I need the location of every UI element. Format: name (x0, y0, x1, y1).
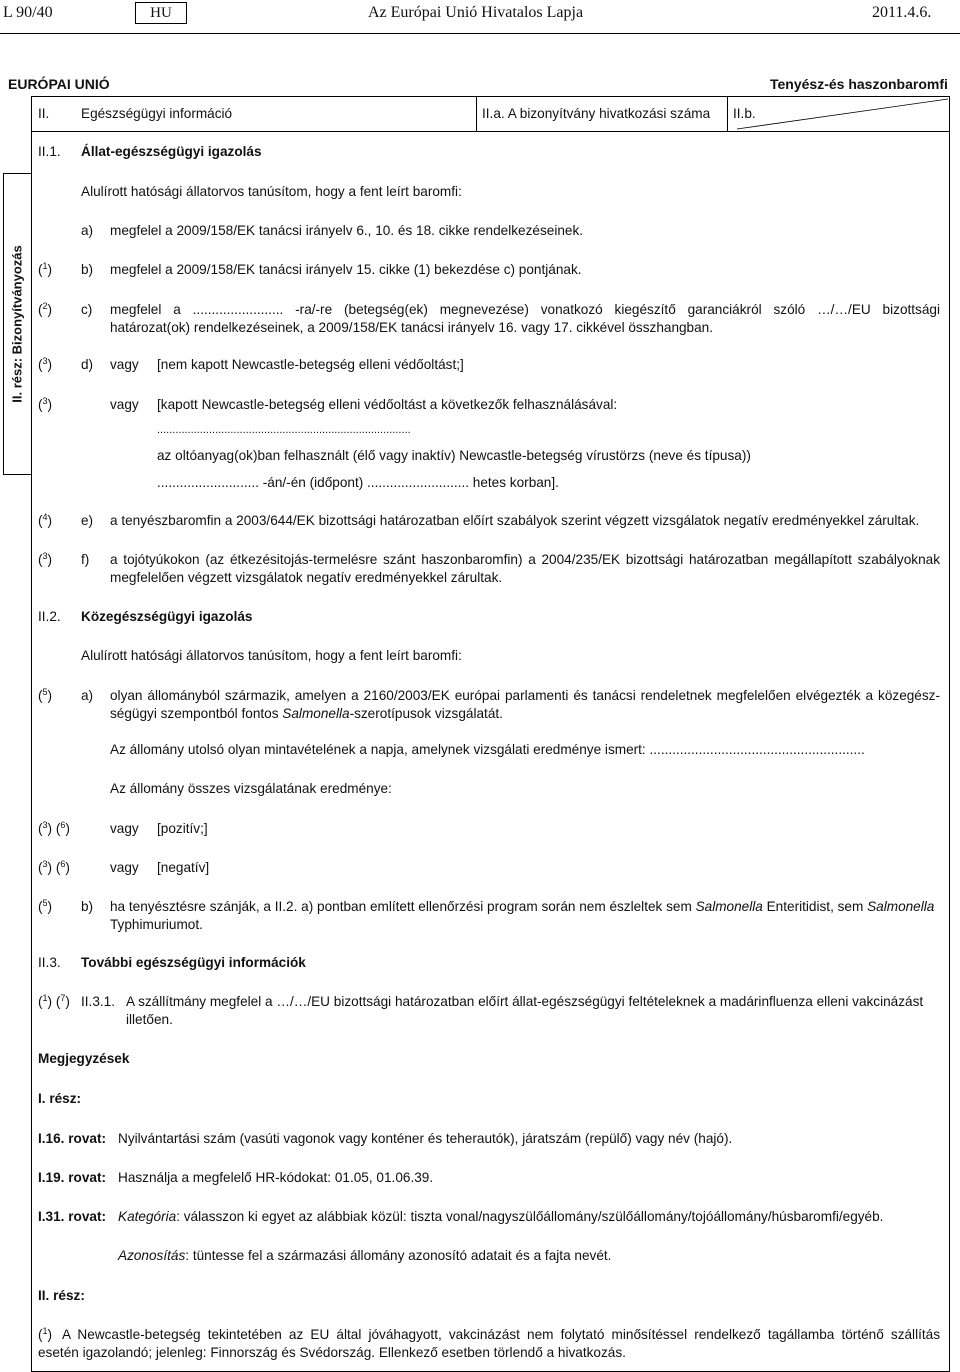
box-label: I.16. rovat: (38, 1131, 106, 1146)
note-text: A Newcastle-betegség tekintetében az EU által jóváhagyott, vakcinázást nem folytató minősítéssel rendelkező tagállamba történő szállítás (62, 1327, 940, 1342)
journal-title: Az Európai Unió Hivatalos Lapja (368, 4, 584, 21)
section-number: II.2. (38, 609, 61, 624)
item-text: ........................... -án/-én (időpont) ........................... hetes korban]. (157, 475, 559, 490)
item-letter: f) (81, 552, 90, 567)
section-title: További egészségügyi információk (81, 955, 306, 970)
reference-number-label: II.a. A bizonyítvány hivatkozási száma (482, 106, 711, 121)
note-text: Kategória: válasszon ki egyet az alábbiak közül: tiszta vonal/nagyszülőállomány/szülőállomány/tojóállomány/húsbaromfi/egyéb. (118, 1209, 884, 1224)
item-text: megfelel a ........................ -ra/-re (betegség(ek) megnevezése) vonatkozó kiegészítő garanciákról szóló …/…/EU bizottsági (110, 302, 940, 317)
item-text: [nem kapott Newcastle-betegség elleni védőoltást;] (157, 357, 464, 372)
footnote-ref: ($^3$) (38, 396, 53, 412)
note-text: Használja a megfelelő HR-kódokat: 01.05, 01.06.39. (118, 1170, 434, 1185)
iib-label: II.b. (733, 106, 756, 121)
section-number: II.1. (38, 144, 61, 159)
certificate-type: Tenyész-és haszonbaromfi (770, 76, 948, 92)
or-label: vagy (110, 357, 139, 372)
or-label: vagy (110, 821, 139, 836)
footnote-ref: ($^3$) ($^6$) (38, 820, 70, 836)
footnote-ref: ($^4$) (38, 512, 53, 528)
footnote-ref: ($^3$) (38, 356, 53, 372)
or-label: vagy (110, 860, 139, 875)
item-text: az oltóanyag(ok)ban felhasznált (élő vagy inaktív) Newcastle-betegség vírustörzs (neve és típusa)) (157, 448, 751, 463)
footnote-ref: ($^5$) (38, 898, 53, 914)
section-number: II. (38, 106, 50, 121)
eu-label: EURÓPAI UNIÓ (8, 76, 110, 92)
item-text: ségügyi szempontból fontos Salmonella-szerotípusok vizsgálatát. (110, 706, 503, 721)
item-text: A szállítmány megfelel a …/…/EU bizottsági határozatban előírt állat-egészségügyi feltételeknek a madárinfluenza elleni vakcinázást (126, 994, 924, 1009)
box-label: I.31. rovat: (38, 1209, 106, 1224)
part-heading: II. rész: (38, 1288, 85, 1303)
or-label: vagy (110, 397, 139, 412)
health-info-label: Egészségügyi információ (81, 106, 233, 121)
item-text: megfelelően végzett vizsgálatok negatív eredményekkel zárultak. (110, 570, 503, 585)
note-text: Nyilvántartási szám (vasúti vagonok vagy konténer és teherautók), járatszám (repülő) vagy név (hajó). (118, 1131, 733, 1146)
language-code: HU (135, 2, 187, 24)
item-letter: c) (81, 302, 93, 317)
item-letter: e) (81, 513, 94, 528)
item-letter: b) (81, 262, 94, 277)
item-text: megfelel a 2009/158/EK tanácsi irányelv 15. cikke (1) bekezdése c) pontjának. (110, 262, 582, 277)
item-letter: b) (81, 899, 94, 914)
footnote-ref: ($^1$) (38, 1326, 53, 1342)
publication-date: 2011.4.6. (872, 4, 932, 21)
intro-text: Alulírott hatósági állatorvos tanúsítom, hogy a fent leírt baromfi: (81, 648, 462, 663)
intro-text: Alulírott hatósági állatorvos tanúsítom, hogy a fent leírt baromfi: (81, 184, 462, 199)
section-title: Közegészségügyi igazolás (81, 609, 253, 624)
part-heading: I. rész: (38, 1091, 82, 1106)
footnote-ref: ($^5$) (38, 687, 53, 703)
note-text: esetén igazolandó; jelenleg: Finnország és Svédország. Ellenkező esetben törlendő a hivatkozás. (38, 1345, 626, 1360)
item-text: illetően. (126, 1012, 173, 1027)
header-rule (0, 33, 960, 34)
item-letter: d) (81, 357, 94, 372)
footnote-ref: ($^2$) (38, 301, 53, 317)
box-label: I.19. rovat: (38, 1170, 106, 1185)
item-letter: a) (81, 688, 94, 703)
section-title: Állat-egészségügyi igazolás (81, 144, 262, 159)
note-text: Azonosítás: tüntesse fel a származási állomány azonosító adatait és a fajta nevét. (118, 1248, 612, 1263)
item-text: [kapott Newcastle-betegség elleni védőoltást a következők felhasználásával: (157, 397, 618, 412)
subsection-number: II.3.1. (81, 994, 116, 1009)
item-text: ha tenyésztésre szánják, a II.2. a) pontban említett ellenőrzési program során nem észleltek sem Salmonella Enteritidist, sem Salmonella (110, 899, 935, 914)
result-negative: [negatív] (157, 860, 210, 875)
diagonal-stroke (727, 96, 950, 132)
side-label: II. rész: Bizonyítványozás (9, 245, 25, 403)
item-text: olyan állományból származik, amelyen a 2160/2003/EK európai parlamenti és tanácsi rendeletnek megfelelően elvégezték a közegész- (110, 688, 940, 703)
section-number: II.3. (38, 955, 61, 970)
item-text: határozat(ok) rendelkezéseinek, a 2009/158/EK tanácsi irányelv 16. vagy 17. cikkével összhangban. (110, 320, 714, 335)
footnote-ref: ($^3$) ($^6$) (38, 859, 70, 875)
footnote-ref: ($^1$) (38, 261, 53, 277)
result-positive: [pozitív;] (157, 821, 208, 836)
page-number: L 90/40 (3, 4, 53, 21)
sampling-date-line: Az állomány utolsó olyan mintavételének a napja, amelynek vizsgálati eredménye ismert: ......................................................... (110, 742, 865, 757)
item-letter: a) (81, 223, 94, 238)
item-text: megfelel a 2009/158/EK tanácsi irányelv 6., 10. és 18. cikke rendelkezéseinek. (110, 223, 584, 238)
notes-title: Megjegyzések (38, 1051, 130, 1066)
item-text: a tojótyúkokon (az étkezésitojás-termelésre szánt haszonbaromfin) a 2004/235/EK bizottsági határozatban megállapított szabályoknak (110, 552, 940, 567)
divider (476, 96, 477, 132)
item-text: a tenyészbaromfin a 2003/644/EK bizottsági határozatban előírt szabályok szerint végzett vizsgálatok negatív eredményekkel zárultak. (110, 513, 920, 528)
footnote-ref: ($^3$) (38, 551, 53, 567)
footnote-ref: ($^1$) ($^7$) (38, 993, 70, 1009)
item-text: Typhimuriumot. (110, 917, 203, 932)
dotted-line: ................................................................................... (157, 424, 411, 436)
results-label: Az állomány összes vizsgálatának eredménye: (110, 781, 392, 796)
